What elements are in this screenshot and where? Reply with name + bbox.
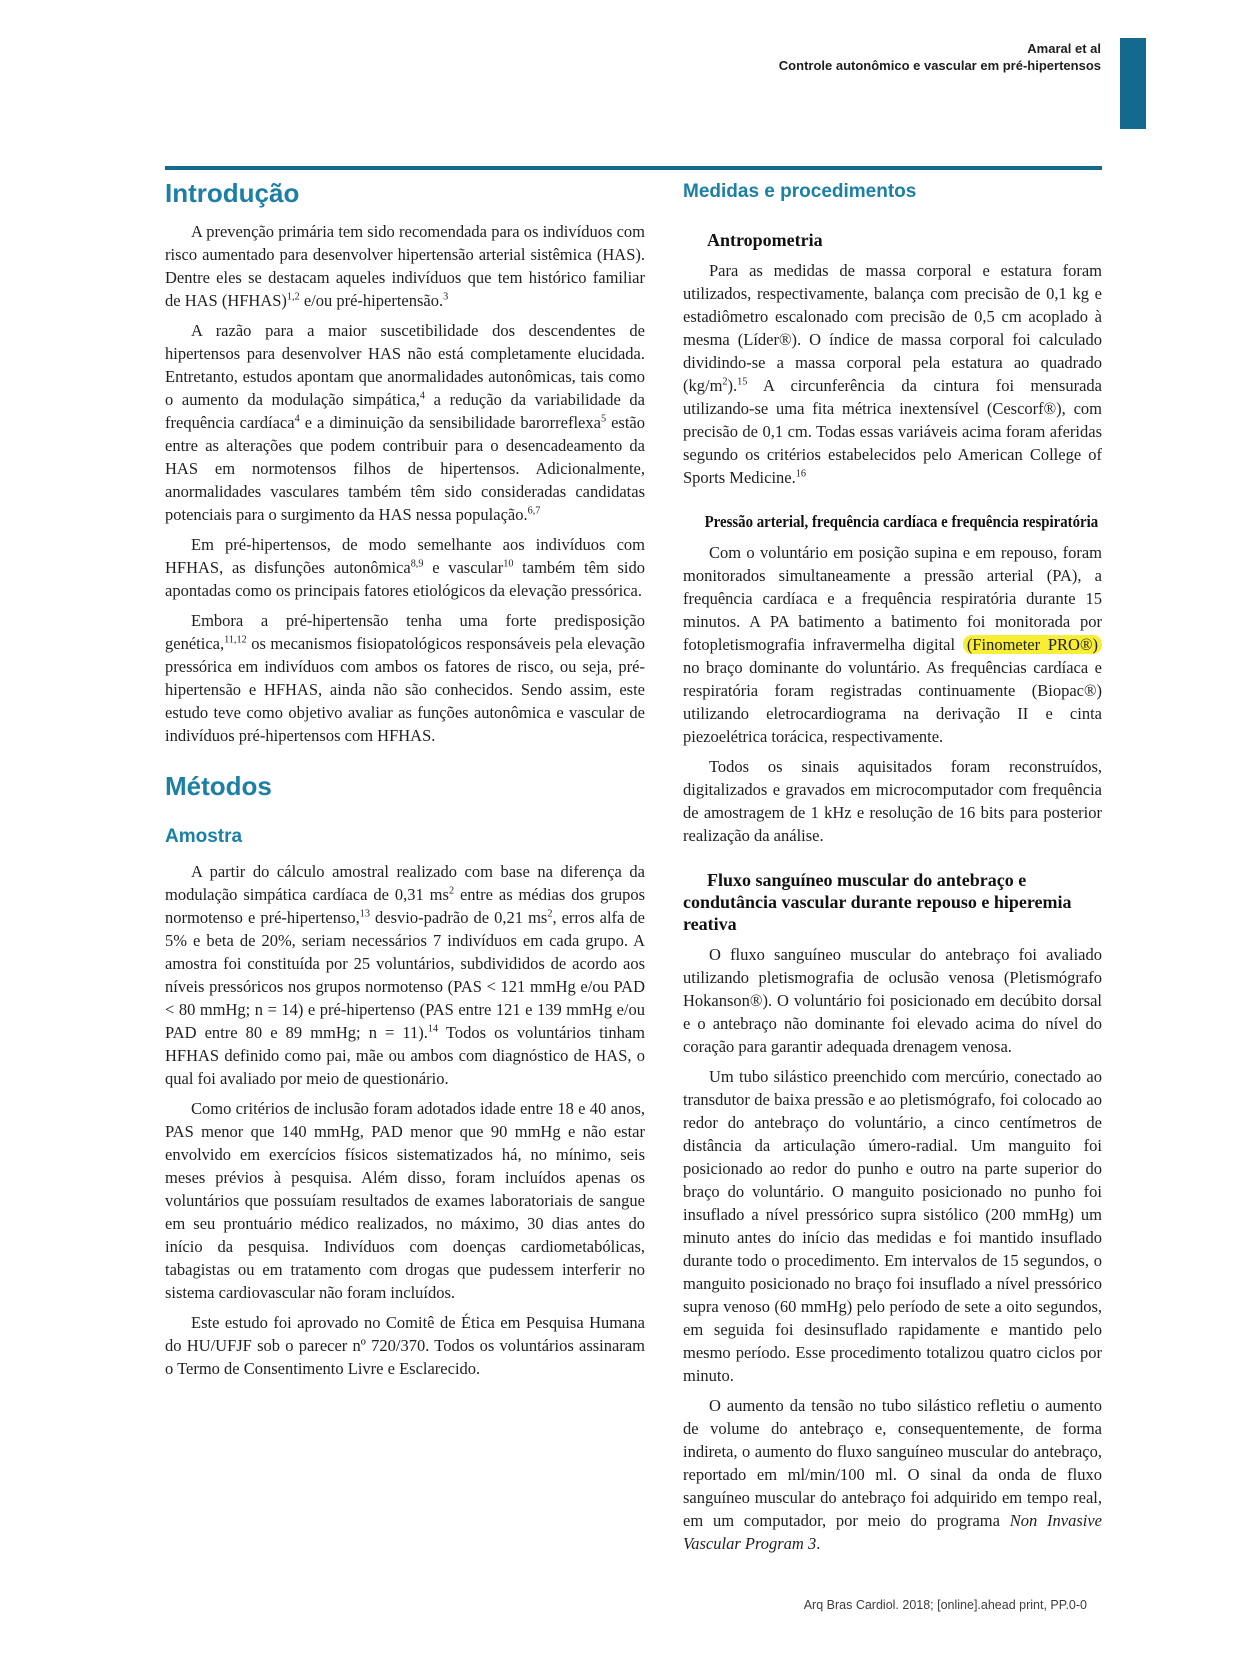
reference-superscript: 11,12: [224, 634, 247, 646]
reference-superscript: 14: [427, 1023, 439, 1035]
left-column: [165, 172, 645, 1387]
reference-superscript: 5: [600, 413, 607, 425]
forearm-flow-paragraph-3: O aumento da tensão no tubo silástico refletiu o aumento de volume do antebraço e, consequentemente, de forma indireta, o aumento do fluxo sanguíneo muscular do antebraço, reportado em ml/min/100 ml. O sinal da onda de fluxo sanguíneo muscular do antebraço foi adquirido em tempo real, em um computador, por meio do programa Non Invasive Vascular Program 3.: [683, 1396, 1102, 1553]
italic-text: Non Invasive Vascular Program 3: [683, 1511, 1102, 1553]
blood-pressure-heading: Pressão arterial, frequência cardíaca e frequência respiratória: [704, 512, 1099, 531]
forearm-flow-paragraph-2: Um tubo silástico preenchido com mercúrio, conectado ao transdutor de baixa pressão e ao pletismógrafo, foi colocado ao redor do antebraço do voluntário, a cinco centímetros de distância da articulação úmero-radial. Um manguito foi posicionado ao redor do punho e outro na parte superior do braço do voluntário. O manguito posicionado no punho foi insuflado a nível pressórico supra sistólico (200 mmHg) um minuto antes do início das medidas e foi mantido insuflado durante todo o procedimento. Em intervalos de 15 segundos, o manguito posicionado no braço foi insuflado a nível pressórico supra venoso (60 mmHg) pelo período de sete a oito segundos, em seguida foi desinsuflado rapidamente e mantido pelo mesmo período. Esse procedimento totalizou quatro ciclos por minuto.: [683, 1067, 1102, 1385]
blood-pressure-paragraph-2: Todos os sinais aquisitados foram reconstruídos, digitalizados e gravados em microcomputador com frequência de amostragem de 1 kHz e resolução de 16 bits para posterior realização da análise.: [683, 757, 1102, 845]
reference-superscript: 13: [359, 908, 370, 920]
reference-superscript: 4: [294, 413, 300, 425]
procedures-subheading: Medidas e procedimentos: [683, 181, 917, 202]
reference-superscript: 2: [448, 885, 455, 897]
reference-superscript: 2: [722, 376, 728, 388]
reference-superscript: 1,2: [286, 291, 300, 303]
header-accent-bar: [1120, 38, 1146, 129]
introduction-paragraph-3: Em pré-hipertensos, de modo semelhante aos indivíduos com HFHAS, as disfunções autonômica$^{8,9}$ e vascular$^{10}$ também têm sido apontadas como os principais fatores etiológicos da elevação pressórica.: [165, 535, 646, 600]
anthropometry-heading: Antropometria: [707, 230, 823, 250]
reference-superscript: 2: [547, 908, 553, 920]
running-head-authors: Amaral et al: [1027, 41, 1101, 56]
reference-superscript: 3: [443, 291, 449, 303]
anthropometry-paragraph: Para as medidas de massa corporal e estatura foram utilizados, respectivamente, balança com precisão de 0,1 kg e estadiômetro escalonado com precisão de 0,5 cm acoplado à mesma (Líder®). O índice de massa corporal foi calculado dividindo-se a massa corporal pela estatura ao quadrado $(kg/m^2).^{15}$ A circunferência da cintura foi mensurada utilizando-se uma fita métrica inextensível (Cescorf®), com precisão de 0,1 cm. Todas essas variáveis acima foram aferidas segundo os critérios estabelecidos pelo American College of Sports Medicine.$^{16}$: [683, 261, 1102, 487]
journal-citation: Arq Bras Cardiol. 2018; [online].ahead print, PP.0-0: [803, 1598, 1087, 1612]
reference-superscript: 16: [795, 468, 806, 480]
reference-superscript: 10: [503, 558, 514, 570]
column-top-rule: [165, 166, 1102, 170]
introduction-paragraph-2: A razão para a maior suscetibilidade dos descendentes de hipertensos para desenvolver HAS não está completamente elucidada. Entretanto, estudos apontam que anormalidades autonômicas, tais como o aumento da modulação simpática,$^4$ a redução da variabilidade da frequência cardíaca$^4$ e a diminuição da sensibilidade barorreflexa$^5$ estão entre as alterações que podem contribuir para o desencadeamento da HAS em normotensos filhos de hipertensos. Adicionalmente, anormalidades vasculares também têm sido consideradas candidatas potenciais para o surgimento da HAS nessa população.$^{6,7}$: [165, 321, 646, 524]
reference-superscript: 8,9: [410, 558, 424, 570]
sample-paragraph-3: Este estudo foi aprovado no Comitê de Ética em Pesquisa Humana do HU/UFJF sob o parecer nº 720/370. Todos os voluntários assinaram o Termo de Consentimento Livre e Esclarecido.: [165, 1313, 645, 1378]
running-head-title: Controle autonômico e vascular em pré-hipertensos: [778, 58, 1101, 73]
reference-superscript: 4: [419, 390, 426, 402]
introduction-paragraph-1: A prevenção primária tem sido recomendada para os indivíduos com risco aumentado para desenvolver hipertensão arterial sistêmica (HAS). Dentre eles se destacam aqueles indivíduos que tem histórico familiar de HAS (HFHAS)$^{1,2}$ e/ou pré-hipertensão.$^3$: [165, 222, 645, 310]
introduction-paragraph-4: Embora a pré-hipertensão tenha uma forte predisposição genética,$^{11,12}$ os mecanismos fisiopatológicos responsáveis pela elevação pressórica em indivíduos com ambos os fatores de risco, ou seja, pré-hipertensão e HFHAS, ainda não são conhecidos. Sendo assim, este estudo teve como objetivo avaliar as funções autonômica e vascular de indivíduos pré-hipertensos com HFHAS.: [165, 611, 645, 745]
blood-pressure-paragraph-1: Com o voluntário em posição supina e em repouso, foram monitorados simultaneamente a pressão arterial (PA), a frequência cardíaca e a frequência respiratória durante 15 minutos. A PA batimento a batimento foi monitorada por fotopletismografia infravermelha digital (Finometer PRO®) no braço dominante do voluntário. As frequências cardíaca e respiratória foram registradas continuamente (Biopac®) utilizando eletrocardiograma na derivação II e cinta piezoelétrica torácica, respectivamente.: [683, 543, 1102, 746]
sample-paragraph-2: Como critérios de inclusão foram adotados idade entre 18 e 40 anos, PAS menor que 140 mmHg, PAD menor que 90 mmHg e não estar envolvido em exercícios físicos sistematizados há, no mínimo, seis meses prévios à pesquisa. Além disso, foram incluídos apenas os voluntários que possuíam resultados de exames laboratoriais de sangue em seu prontuário médico realizados, no máximo, 30 dias antes do início da pesquisa. Indivíduos com doenças cardiometabólicas, tabagistas ou em tratamento com drogas que pudessem interferir no sistema cardiovascular não foram incluídos.: [165, 1099, 645, 1302]
forearm-flow-paragraph-1: O fluxo sanguíneo muscular do antebraço foi avaliado utilizando pletismografia de oclusão venosa (Pletismógrafo Hokanson®). O voluntário foi posicionado em decúbito dorsal e o antebraço não dominante foi elevado acima do nível do coração para garantir adequada drenagem venosa.: [683, 945, 1102, 1056]
introduction-heading: Introdução: [165, 178, 300, 208]
sample-subheading: Amostra: [165, 826, 243, 847]
right-column: [683, 172, 1102, 1562]
highlighted-text: (Finometer PRO®): [963, 635, 1102, 654]
page-footer: [804, 1598, 1087, 1612]
forearm-flow-heading: Fluxo sanguíneo muscular do antebraço e condutância vascular durante repouso e hiperemia reativa: [683, 870, 1072, 934]
methods-heading: Métodos: [165, 771, 272, 801]
page-content: [165, 172, 1102, 1562]
running-head: [779, 40, 1101, 74]
sample-paragraph-1: A partir do cálculo amostral realizado com base na diferença da modulação simpática cardíaca de 0,31 $ms^2$ entre as médias dos grupos normotenso e pré-hipertenso,$^{13}$ desvio-padrão de 0,21 $ms^2$, erros alfa de 5% e beta de 20%, seriam necessários 7 indivíduos em cada grupo. A amostra foi constituída por 25 voluntários, subdivididos de acordo aos níveis pressóricos nos grupos normotenso (PAS < 121 mmHg e/ou PAD < 80 mmHg; n = 14) e pré-hipertenso (PAS entre 121 e 139 mmHg e/ou PAD entre 80 e 89 mmHg; n = 11).$^{14}$ Todos os voluntários tinham HFHAS definido como pai, mãe ou ambos com diagnóstico de HAS, o qual foi avaliado por meio de questionário.: [165, 862, 645, 1088]
reference-superscript: 6,7: [527, 505, 541, 517]
reference-superscript: 15: [737, 376, 748, 388]
